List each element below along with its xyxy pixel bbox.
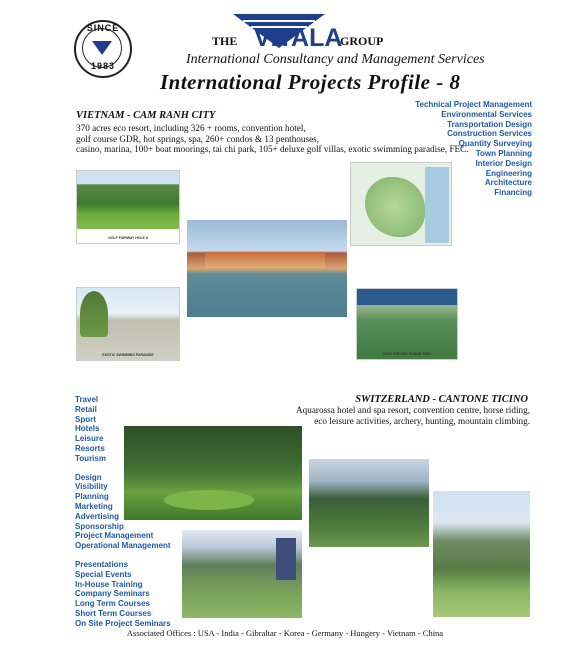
- service-item[interactable]: Interior Design: [475, 158, 532, 168]
- service-item[interactable]: Town Planning: [475, 148, 532, 158]
- category-item[interactable]: Visibility: [75, 482, 108, 492]
- map-water: [425, 167, 449, 243]
- vietnam-title: VIETNAM - CAM RANH CITY: [76, 110, 216, 121]
- service-item[interactable]: Transportation Design: [447, 119, 532, 129]
- tagline: International Consultancy and Management Services: [186, 52, 485, 67]
- category-item[interactable]: Short Term Courses: [75, 608, 152, 618]
- logo-name: VITALA: [254, 24, 343, 52]
- page-title: International Projects Profile - 8: [160, 70, 461, 94]
- switzerland-description: [296, 405, 530, 426]
- category-list: [75, 395, 171, 629]
- seal-bottom-text: 1983: [90, 61, 116, 71]
- service-item[interactable]: Engineering: [485, 168, 532, 178]
- category-item[interactable]: Tourism: [75, 453, 106, 463]
- map-land: [365, 177, 425, 237]
- category-item[interactable]: Planning: [75, 492, 109, 502]
- range-roof: [357, 289, 457, 305]
- category-item[interactable]: Travel: [75, 395, 99, 404]
- vietnam-line: 370 acres eco resort, including 326 + rooms, convention hotel,: [76, 123, 306, 133]
- resort-site-plan: [350, 162, 452, 246]
- seal-triangle-icon: [92, 41, 112, 55]
- vietnam-line: casino, marina, 100+ boat moorings, tai chi park, 105+ deluxe golf villas, exotic swimming paradise, FEC.: [76, 144, 469, 155]
- service-item[interactable]: Quantity Surveying: [458, 139, 532, 149]
- valley-photo: [182, 530, 302, 618]
- logo-group: GROUP: [340, 34, 384, 48]
- since-1983-seal: [74, 20, 132, 78]
- service-item[interactable]: Environmental Services: [441, 109, 532, 119]
- category-item[interactable]: Resorts: [75, 443, 105, 453]
- vietnam-description: [76, 123, 469, 155]
- category-item[interactable]: Company Seminars: [75, 589, 150, 599]
- associated-offices-footer: Associated Offices : USA - India - Gibraltar - Korea - Germany - Hungery - Vietnam - China: [126, 628, 444, 638]
- switzerland-line: Aquarossa hotel and spa resort, convention centre, horse riding,: [296, 405, 530, 415]
- golf-green: [164, 490, 254, 510]
- photo-caption: GOLF FAIRWAY HOLE 8: [108, 236, 148, 240]
- switzerland-line: eco leisure activities, archery, hunting, mountain climbing.: [314, 415, 530, 426]
- category-item[interactable]: Presentations: [75, 559, 128, 569]
- category-item[interactable]: Hotels: [75, 424, 100, 434]
- seal-top-text: SINCE: [86, 23, 120, 33]
- category-item[interactable]: Retail: [75, 404, 97, 414]
- category-item[interactable]: In-House Training: [75, 579, 143, 589]
- service-item[interactable]: Technical Project Management: [415, 100, 532, 109]
- mountain-meadow-photo: [433, 491, 530, 617]
- swimming-paradise-photo: [76, 287, 180, 361]
- hotel-building: [276, 538, 296, 580]
- resort-render-photo: [187, 220, 347, 317]
- category-item[interactable]: Design: [75, 472, 102, 482]
- mountain-lake-photo: [309, 459, 429, 547]
- photo-caption: GOLF DRIVING RANGE TEES: [382, 352, 432, 356]
- category-item[interactable]: Special Events: [75, 569, 132, 579]
- switzerland-title: SWITZERLAND - CANTONE TICINO: [355, 394, 528, 405]
- category-item[interactable]: Advertising: [75, 511, 120, 521]
- category-item[interactable]: Leisure: [75, 434, 104, 444]
- category-item[interactable]: On Site Project Seminars: [75, 618, 171, 628]
- golf-fairway-photo: [76, 170, 180, 244]
- vietnam-line: golf course GDR, hot springs, spa, 260+ condos & 13 penthouses,: [76, 133, 320, 144]
- service-item[interactable]: Financing: [494, 188, 532, 198]
- category-item[interactable]: Sport: [75, 414, 96, 424]
- category-item[interactable]: Operational Management: [75, 541, 171, 551]
- photo-caption: EXOTIC SWIMMING PARADISE: [102, 353, 154, 357]
- driving-range-photo: [356, 288, 458, 360]
- category-item[interactable]: Marketing: [75, 501, 113, 511]
- resort-building: [205, 252, 325, 268]
- palm-tree: [80, 291, 108, 337]
- category-item[interactable]: Sponsorship: [75, 521, 124, 531]
- category-item[interactable]: Project Management: [75, 531, 154, 541]
- category-item[interactable]: Long Term Courses: [75, 599, 150, 609]
- service-item[interactable]: Construction Services: [447, 129, 532, 139]
- logo-the: THE: [212, 34, 238, 48]
- service-item[interactable]: Architecture: [484, 178, 532, 188]
